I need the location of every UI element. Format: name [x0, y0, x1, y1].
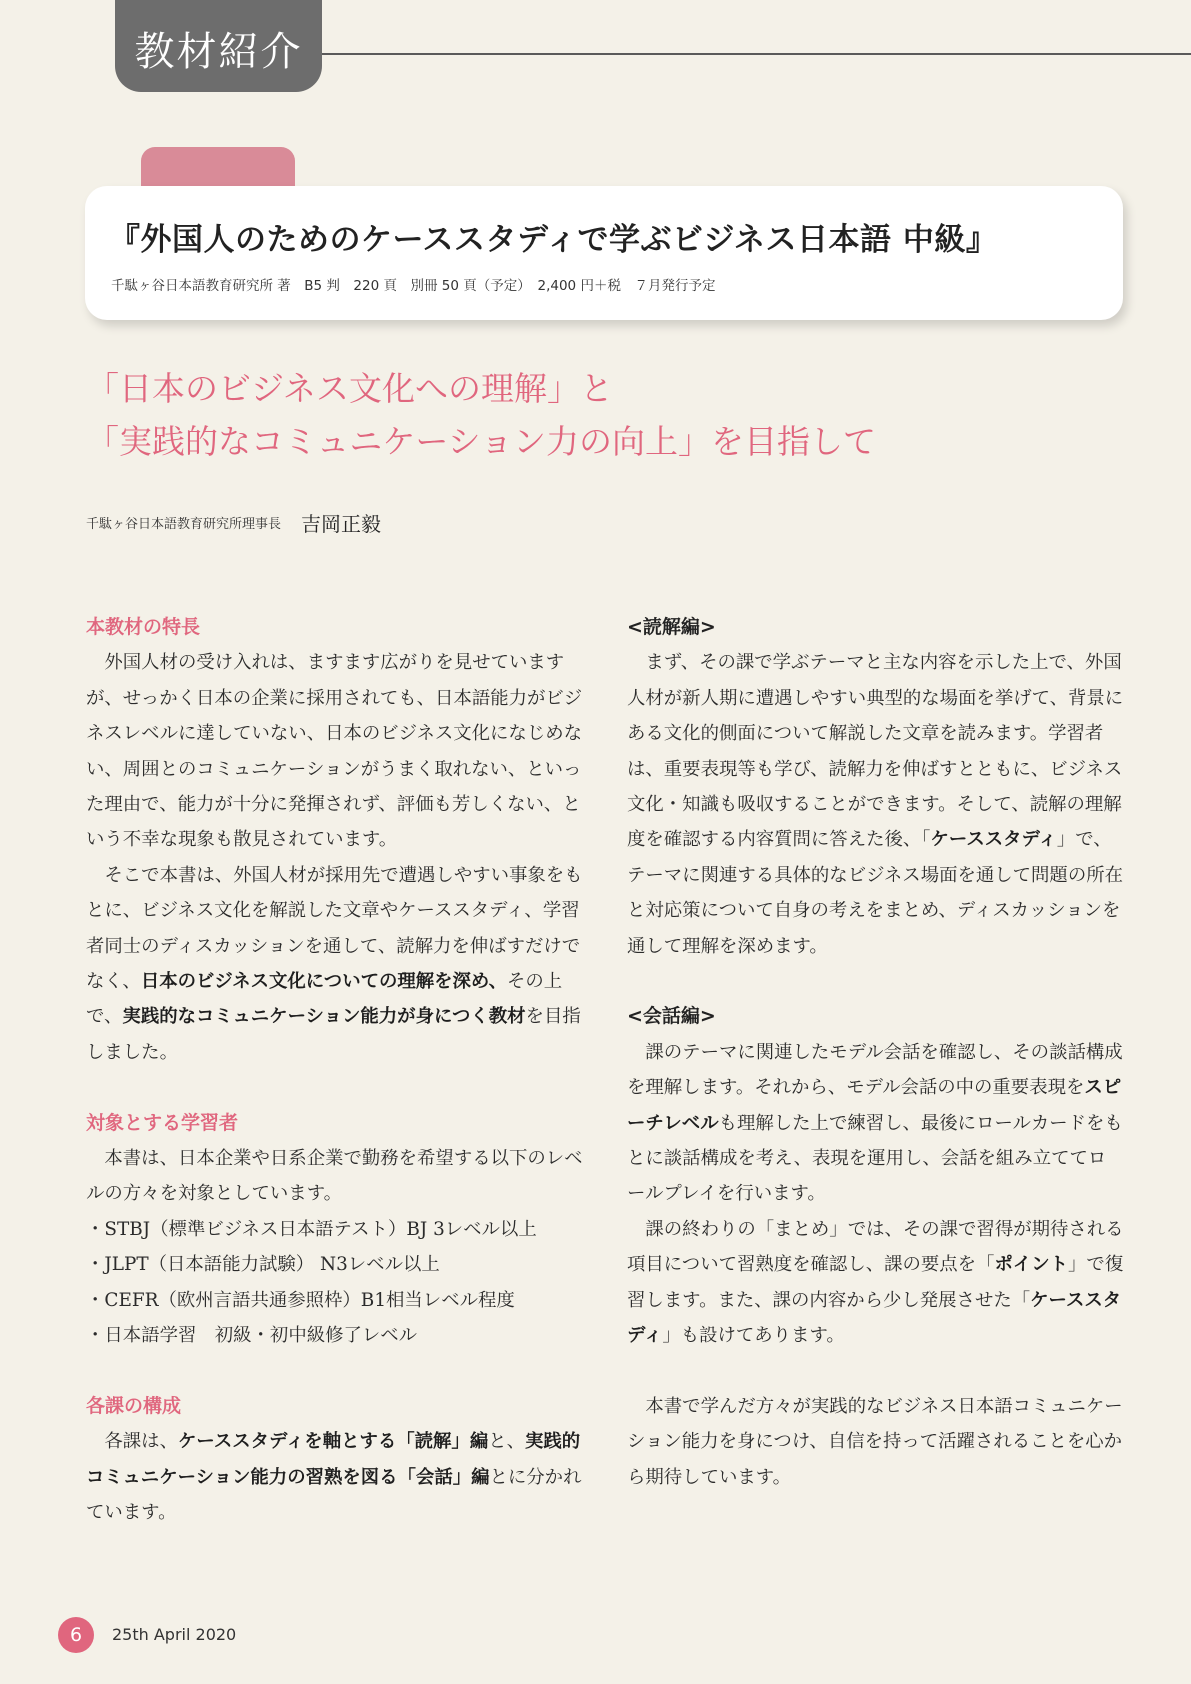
- emphasis-speech-level: スピーチレベル: [627, 1077, 1122, 1134]
- features-heading: 本教材の特長: [86, 616, 201, 638]
- learners-paragraph: 本書は、日本企業や日系企業で勤務を希望する以下のレベルの方々を対象としています。: [86, 1148, 583, 1205]
- emphasis-point: ポイント: [994, 1254, 1069, 1276]
- reading-heading: <読解編>: [627, 616, 716, 638]
- list-item: ・ 日本語学習 初級・初中級修了レベル: [86, 1318, 583, 1353]
- right-column: [627, 610, 1124, 1495]
- structure-paragraph: 各課は、ケーススタディを軸とする「読解」編と、実践的コミュニケーション能力の習熟を図る「会話」編とに分かれています。: [86, 1431, 582, 1524]
- list-item: ・ JLPT（日本語能力試験） N3レベル以上: [86, 1247, 583, 1282]
- book-title: 『外国人のためのケーススタディで学ぶビジネス日本語 中級』: [109, 222, 998, 258]
- emphasis-conversation-part: 実践的コミュニケーション能力の習熟を図る「会話」編: [86, 1431, 581, 1488]
- section-label: 教材紹介: [134, 29, 303, 75]
- author-byline: [86, 508, 381, 537]
- headline-line-2: 「実践的なコミュニケーション力の向上」を目指して: [86, 422, 877, 461]
- structure-heading: 各課の構成: [86, 1394, 182, 1417]
- emphasis-case-study: ケーススタディ: [930, 829, 1057, 851]
- conversation-heading: <会話編>: [627, 1005, 716, 1028]
- list-item: ・ STBJ（標準ビジネス日本語テスト）BJ 3レベル以上: [86, 1212, 583, 1247]
- learners-heading: 対象とする学習者: [86, 1111, 239, 1134]
- header-rule: [322, 53, 1191, 55]
- list-item: ・ CEFR（欧州言語共通参照枠）B1相当レベル程度: [86, 1283, 583, 1318]
- book-meta: 千駄ヶ谷日本語教育研究所 著 B5 判 220 頁 別冊 50 頁（予定） 2,400 円＋税 ７月発行予定: [111, 278, 716, 294]
- author-name: 吉岡正毅: [301, 512, 382, 536]
- features-paragraph-1: 外国人材の受け入れは、ますます広がりを見せていますが、せっかく日本の企業に採用されても、日本語能力がビジネスレベルに達していない、日本のビジネス文化になじめない、周囲とのコミュニケーションがうまく取れない、といった理由で、能力が十分に発揮されず、評価も芳しくない、という不幸な現象も散見されています。: [86, 652, 583, 851]
- article-headline: [86, 362, 876, 468]
- book-title-card: [85, 186, 1123, 320]
- learner-level-list: [86, 1212, 583, 1354]
- conversation-paragraph-1: 課のテーマに関連したモデル会話を確認し、その談話構成を理解します。それから、モデル会話の中の重要表現をスピーチレベルも理解した上で練習し、最後にロールカードをもとに談話構成を考え、表現を運用し、会話を組み立ててロールプレイを行います。: [627, 1041, 1123, 1205]
- headline-line-1: 「日本のビジネス文化への理解」と: [86, 369, 614, 408]
- reading-paragraph: まず、その課で学ぶテーマと主な内容を示した上で、外国人材が新人期に遭遇しやすい典型的な場面を挙げて、背景にある文化的側面について解説した文章を読みます。学習者は、重要表現等も学び、読解力を伸ばすとともに、ビジネス文化・知識も吸収することができます。そして、読解の理解度を確認する内容質問に答えた後、「ケーススタディ」で、テーマに関連する具体的なビジネス場面を通して問題の所在と対応策について自身の考えをまとめ、ディスカッションを通して理解を深めます。: [627, 652, 1124, 957]
- left-column: [86, 610, 583, 1531]
- features-paragraph-2: そこで本書は、外国人材が採用先で遭遇しやすい事象をもとに、ビジネス文化を解説した文章やケーススタディ、学習者同士のディスカッションを通して、読解力を伸ばすだけでなく、日本のビジネス文化についての理解を深め、その上で、実践的なコミュニケーション能力が身につく教材を目指しました。: [86, 864, 583, 1063]
- issue-date: 25th April 2020: [112, 1625, 237, 1644]
- section-label-tab: [115, 0, 322, 92]
- emphasis-communication: 実践的なコミュニケーション能力が身につく教材: [122, 1006, 526, 1028]
- conversation-paragraph-2: 課の終わりの「まとめ」では、その課で習得が期待される項目について習熟度を確認し、課の要点を「ポイント」で復習します。また、課の内容から少し発展させた「ケーススタディ」も設けてあります。: [627, 1218, 1124, 1347]
- emphasis-case-study-2: ケーススタディ: [627, 1289, 1122, 1347]
- emphasis-reading-part: ケーススタディを軸とする「読解」編: [177, 1431, 489, 1453]
- emphasis-understanding: 日本のビジネス文化についての理解を深め、: [140, 971, 507, 993]
- closing-paragraph: 本書で学んだ方々が実践的なビジネス日本語コミュニケーション能力を身につけ、自信を持って活躍されることを心から期待しています。: [627, 1395, 1123, 1488]
- page-number: 6: [69, 1624, 83, 1646]
- author-affiliation: 千駄ヶ谷日本語教育研究所理事長: [86, 517, 282, 532]
- page-number-badge: [58, 1617, 94, 1653]
